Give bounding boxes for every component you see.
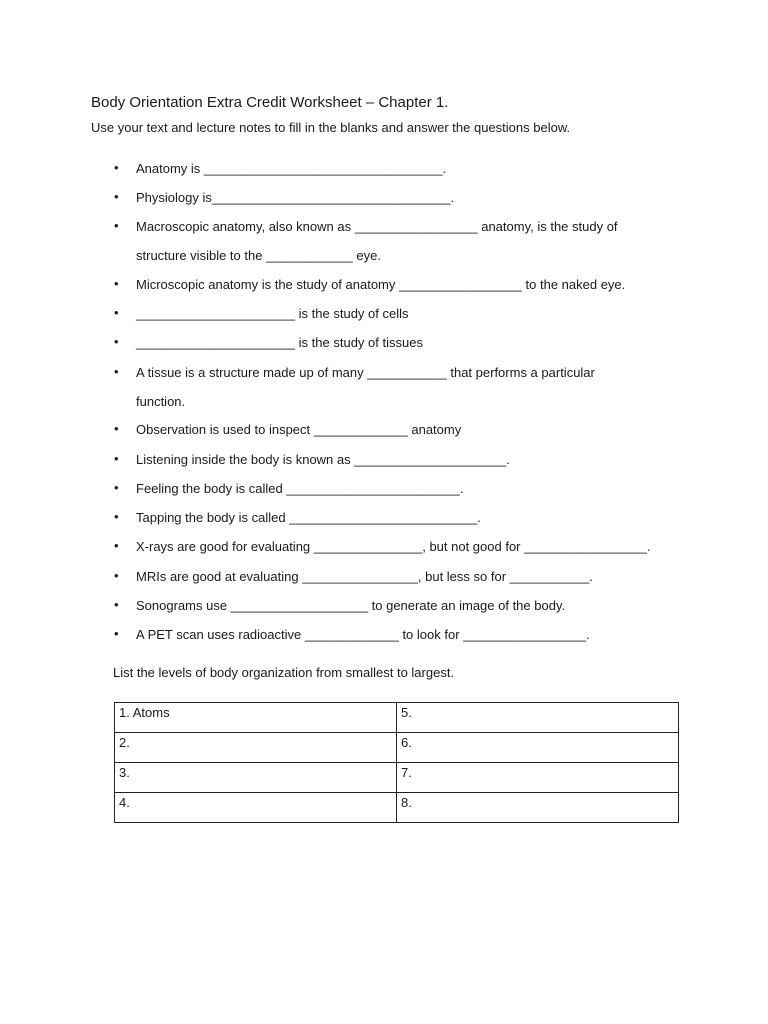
question-text: ______________________ is the study of cells [136, 306, 409, 321]
table-cell: 8. [397, 793, 679, 823]
bullet-marker: • [114, 538, 119, 553]
bullet-marker: • [114, 597, 119, 612]
question-text: Macroscopic anatomy, also known as _________________ anatomy, is the study of [136, 219, 618, 234]
instructions-text: Use your text and lecture notes to fill in the blanks and answer the questions below. [91, 120, 571, 135]
question-text: A tissue is a structure made up of many ___________ that performs a particular [136, 365, 595, 380]
table-row [115, 793, 679, 823]
question-text: Listening inside the body is known as _____________________. [136, 452, 510, 467]
bullet-marker: • [114, 421, 119, 436]
question-text: Observation is used to inspect _____________ anatomy [136, 422, 462, 437]
question-text: Anatomy is _________________________________. [136, 161, 447, 176]
table-row [115, 733, 679, 763]
bullet-marker: • [114, 568, 119, 583]
table-cell: 7. [397, 763, 679, 793]
question-text: Physiology is_________________________________. [136, 190, 455, 205]
table-cell: 4. [115, 793, 397, 823]
question-text: A PET scan uses radioactive _____________ to look for _________________. [136, 627, 590, 642]
bullet-marker: • [114, 305, 119, 320]
table-cell: 3. [115, 763, 397, 793]
question-text-continued: structure visible to the ____________ eye. [136, 248, 382, 263]
table-cell: 1. Atoms [115, 703, 397, 733]
table-cell: 2. [115, 733, 397, 763]
bullet-marker: • [114, 626, 119, 641]
levels-heading: List the levels of body organization from smallest to largest. [113, 665, 455, 680]
question-text: MRIs are good at evaluating ________________, but less so for ___________. [136, 569, 593, 584]
bullet-marker: • [114, 480, 119, 495]
bullet-marker: • [114, 364, 119, 379]
table-row [115, 763, 679, 793]
bullet-marker: • [114, 276, 119, 291]
question-text-continued: function. [136, 394, 186, 409]
question-text: X-rays are good for evaluating _______________, but not good for _________________. [136, 539, 651, 554]
question-text: Feeling the body is called ________________________. [136, 481, 464, 496]
table-cell: 5. [397, 703, 679, 733]
question-text: ______________________ is the study of tissues [136, 335, 423, 350]
bullet-marker: • [114, 451, 119, 466]
bullet-marker: • [114, 509, 119, 524]
bullet-marker: • [114, 334, 119, 349]
question-text: Sonograms use ___________________ to generate an image of the body. [136, 598, 566, 613]
table-row [115, 703, 679, 733]
bullet-marker: • [114, 160, 119, 175]
table-cell: 6. [397, 733, 679, 763]
question-text: Microscopic anatomy is the study of anatomy _________________ to the naked eye. [136, 277, 626, 292]
levels-table [114, 702, 679, 823]
bullet-marker: • [114, 189, 119, 204]
page-title: Body Orientation Extra Credit Worksheet – Chapter 1. [91, 94, 449, 111]
bullet-marker: • [114, 218, 119, 233]
question-text: Tapping the body is called __________________________. [136, 510, 481, 525]
